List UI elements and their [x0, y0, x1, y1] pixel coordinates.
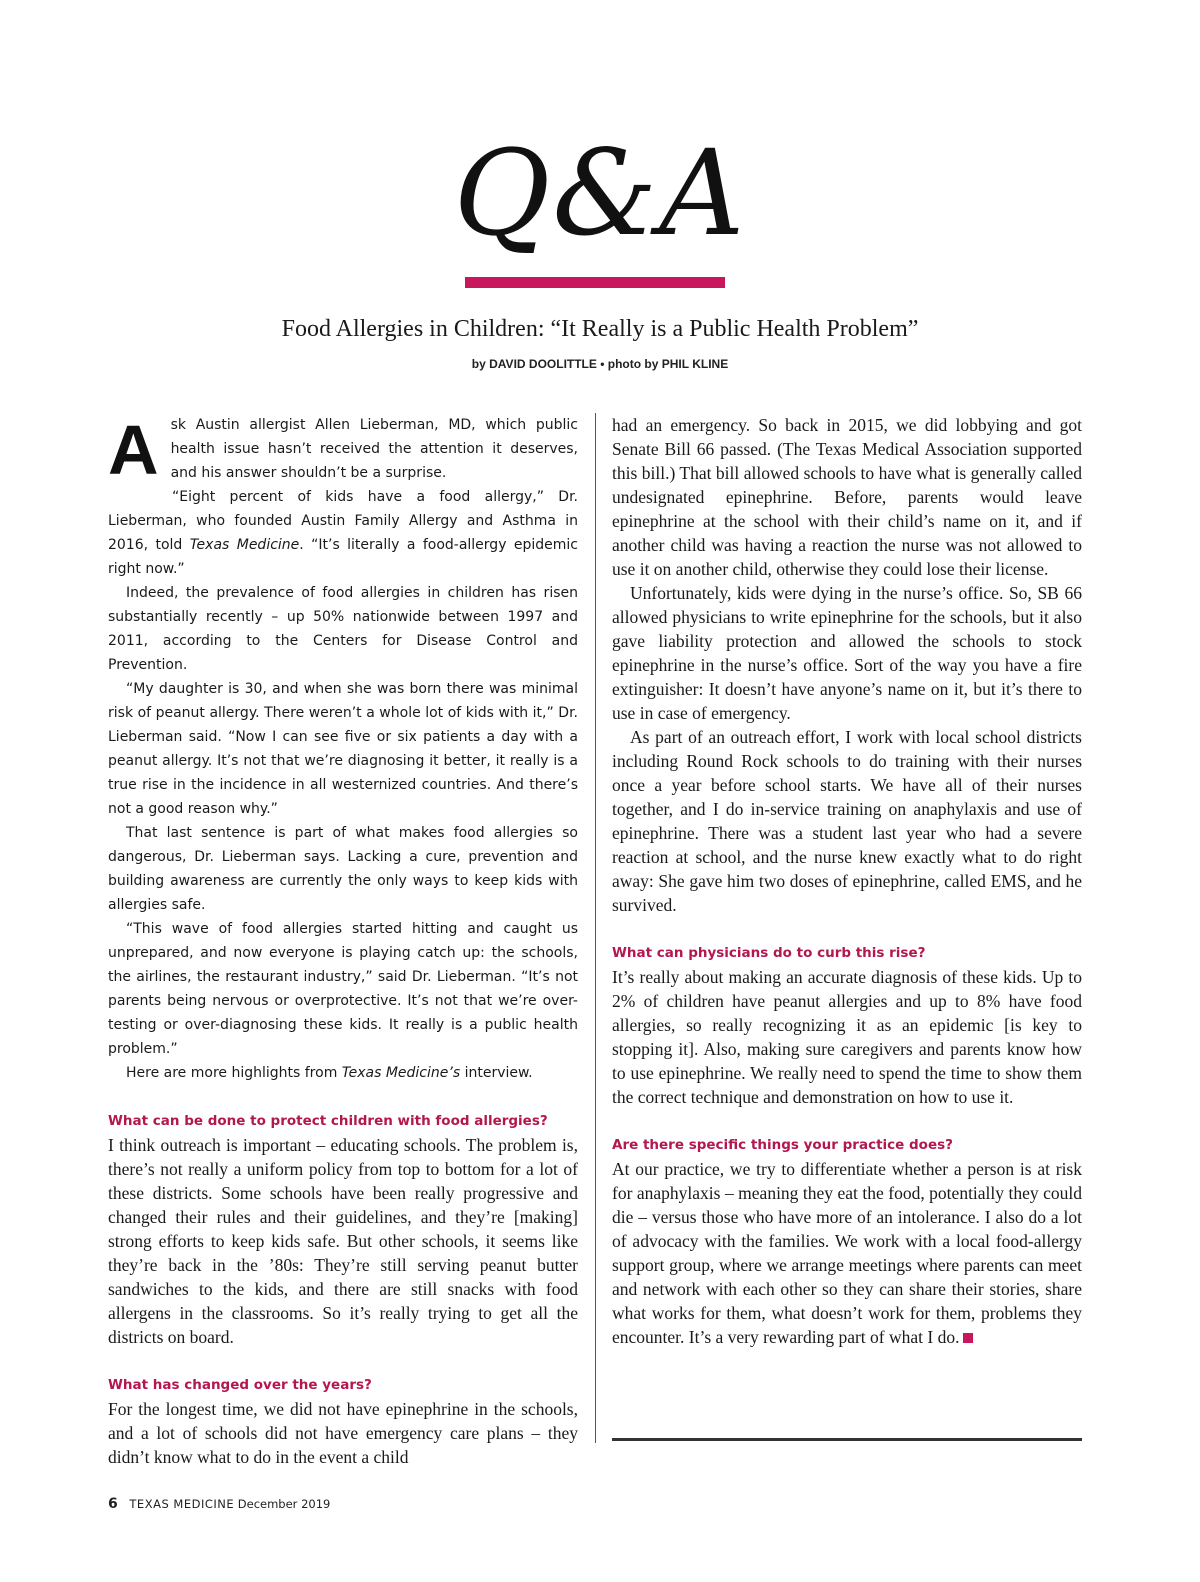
- answer-2-start: [108, 1397, 578, 1469]
- intro-paragraph-1: Ask Austin allergist Allen Lieberman, MD, which public health issue hasn’t received the attention it deserves, and his answer shouldn’t be a surprise.: [108, 411, 578, 489]
- intro-paragraph-3: Indeed, the prevalence of food allergies in children has risen substantially recently – up 50% nationwide between 1997 and 2011, according to the Centers for Disease Control and Prevention.: [108, 585, 578, 673]
- intro-paragraph-2: “Eight percent of kids have a food allergy,” Dr. Lieberman, who founded Austin Family Allergy and Asthma in 2016, told Texas Medicine. “It’s literally a food-allergy epidemic right now.”: [108, 489, 578, 577]
- end-rule: [612, 1438, 1082, 1441]
- answer-2-paragraph-start: For the longest time, we did not have epinephrine in the schools, and a lot of schools did not have emergency care plans – they didn’t know what to do in the event a child: [108, 1399, 578, 1467]
- intro-section: [108, 413, 578, 1085]
- intro-paragraph-7: Here are more highlights from Texas Medicine’s interview.: [126, 1065, 533, 1081]
- publication-name: TEXAS MEDICINE: [129, 1497, 235, 1511]
- answer-4-paragraph: At our practice, we try to differentiate whether a person is at risk for anaphylaxis – meaning they eat the food, potentially they could die – versus those who have more of an intolerance. I also do a lot of advocacy with the families. We work with a local food-allergy support group, where we arrange meetings where parents can meet and network with each other so they can share their stories, share what works for them, what doesn’t work for them, problems they encounter. It’s a very rewarding part of what I do.: [612, 1159, 1082, 1347]
- answer-3-paragraph: It’s really about making an accurate diagnosis of these kids. Up to 2% of children have peanut allergies and up to 8% have food allergies, so really recognizing it as an epidemic [is key to stopping it]. Also, making sure caregivers and parents know how to use epinephrine. We really need to spend the time to show them the correct technique and demonstration on how to use it.: [612, 967, 1082, 1107]
- answer-3: [612, 965, 1082, 1109]
- issue-date: December 2019: [237, 1497, 331, 1511]
- page-footer: [108, 1494, 330, 1514]
- intro-paragraph-4: “My daughter is 30, and when she was born there was minimal risk of peanut allergy. There weren’t a whole lot of kids with it,” Dr. Lieberman said. “Now I can see five or six patients a day with a peanut allergy. It’s not that we’re diagnosing it better, it really is a true rise in the incidence in all westernized countries. And there’s not a good reason why.”: [108, 681, 578, 817]
- accent-rule: [465, 277, 725, 288]
- byline: by DAVID DOOLITTLE • photo by PHIL KLINE: [471, 357, 729, 371]
- right-column: [612, 413, 1082, 1349]
- intro-paragraph-5: That last sentence is part of what makes food allergies so dangerous, Dr. Lieberman says. Lacking a cure, prevention and building awareness are currently the only ways to keep kids with allergies safe.: [108, 825, 578, 913]
- page-number: 6: [108, 1496, 118, 1512]
- article-headline: Food Allergies in Children: “It Really is a Public Health Problem”: [281, 316, 919, 342]
- end-mark-icon: [963, 1333, 973, 1343]
- question-4: Are there specific things your practice does?: [612, 1137, 953, 1153]
- column-divider: [595, 413, 596, 1443]
- answer-4: [612, 1157, 1082, 1349]
- intro-paragraph-6: “This wave of food allergies started hitting and caught us unprepared, and now everyone is playing catch up: the schools, the airlines, the restaurant industry,” said Dr. Lieberman. “It’s not parents being nervous or overprotective. It’s not that we’re over-testing or over-diagnosing these kids. It really is a public health problem.”: [108, 921, 578, 1057]
- question-3: What can physicians do to curb this rise?: [612, 945, 926, 961]
- masthead-title: Q&A: [453, 124, 747, 262]
- answer-2-paragraph-continued: had an emergency. So back in 2015, we did lobbying and got Senate Bill 66 passed. (The Texas Medical Association supported this bill.) That bill allowed schools to have what is generally called undesignated epinephrine. Before, parents would leave epinephrine at the school with their child’s name on it, and if another child was having a reaction the nurse was not allowed to use it on another child, otherwise they could lose their license.: [612, 415, 1082, 579]
- answer-2-paragraph-3: As part of an outreach effort, I work with local school districts including Round Rock schools to do training with their nurses once a year before school starts. We have all of their nurses together, and I do in-service training on anaphylaxis and use of epinephrine. There was a student last year who had a severe reaction at school, and the nurse knew exactly what to do right away: She gave him two doses of epinephrine, called EMS, and he survived.: [612, 727, 1082, 915]
- answer-2-paragraph-2: Unfortunately, kids were dying in the nurse’s office. So, SB 66 allowed physicians to write epinephrine for the schools, but it also gave liability protection and allowed the schools to stock epinephrine in the nurse’s office. Sort of the way you have a fire extinguisher: It doesn’t have anyone’s name on it, but it’s there to use in case of emergency.: [612, 583, 1082, 723]
- drop-cap: A: [108, 411, 159, 489]
- answer-1: [108, 1133, 578, 1349]
- answer-2-continued: [612, 413, 1082, 917]
- left-column: [108, 413, 578, 1469]
- answer-1-paragraph: I think outreach is important – educating schools. The problem is, there’s not really a uniform policy from top to bottom for a lot of these districts. Some schools have been really progressive and changed their rules and their guidelines, and they’re [making] strong efforts to keep kids safe. But other schools, it seems like they’re back in the ’80s: They’re still serving peanut butter sandwiches to the kids, and there are still snacks with food allergens in the classrooms. So it’s really trying to get all the districts on board.: [108, 1135, 578, 1347]
- question-1: What can be done to protect children with food allergies?: [108, 1113, 548, 1129]
- question-2: What has changed over the years?: [108, 1377, 372, 1393]
